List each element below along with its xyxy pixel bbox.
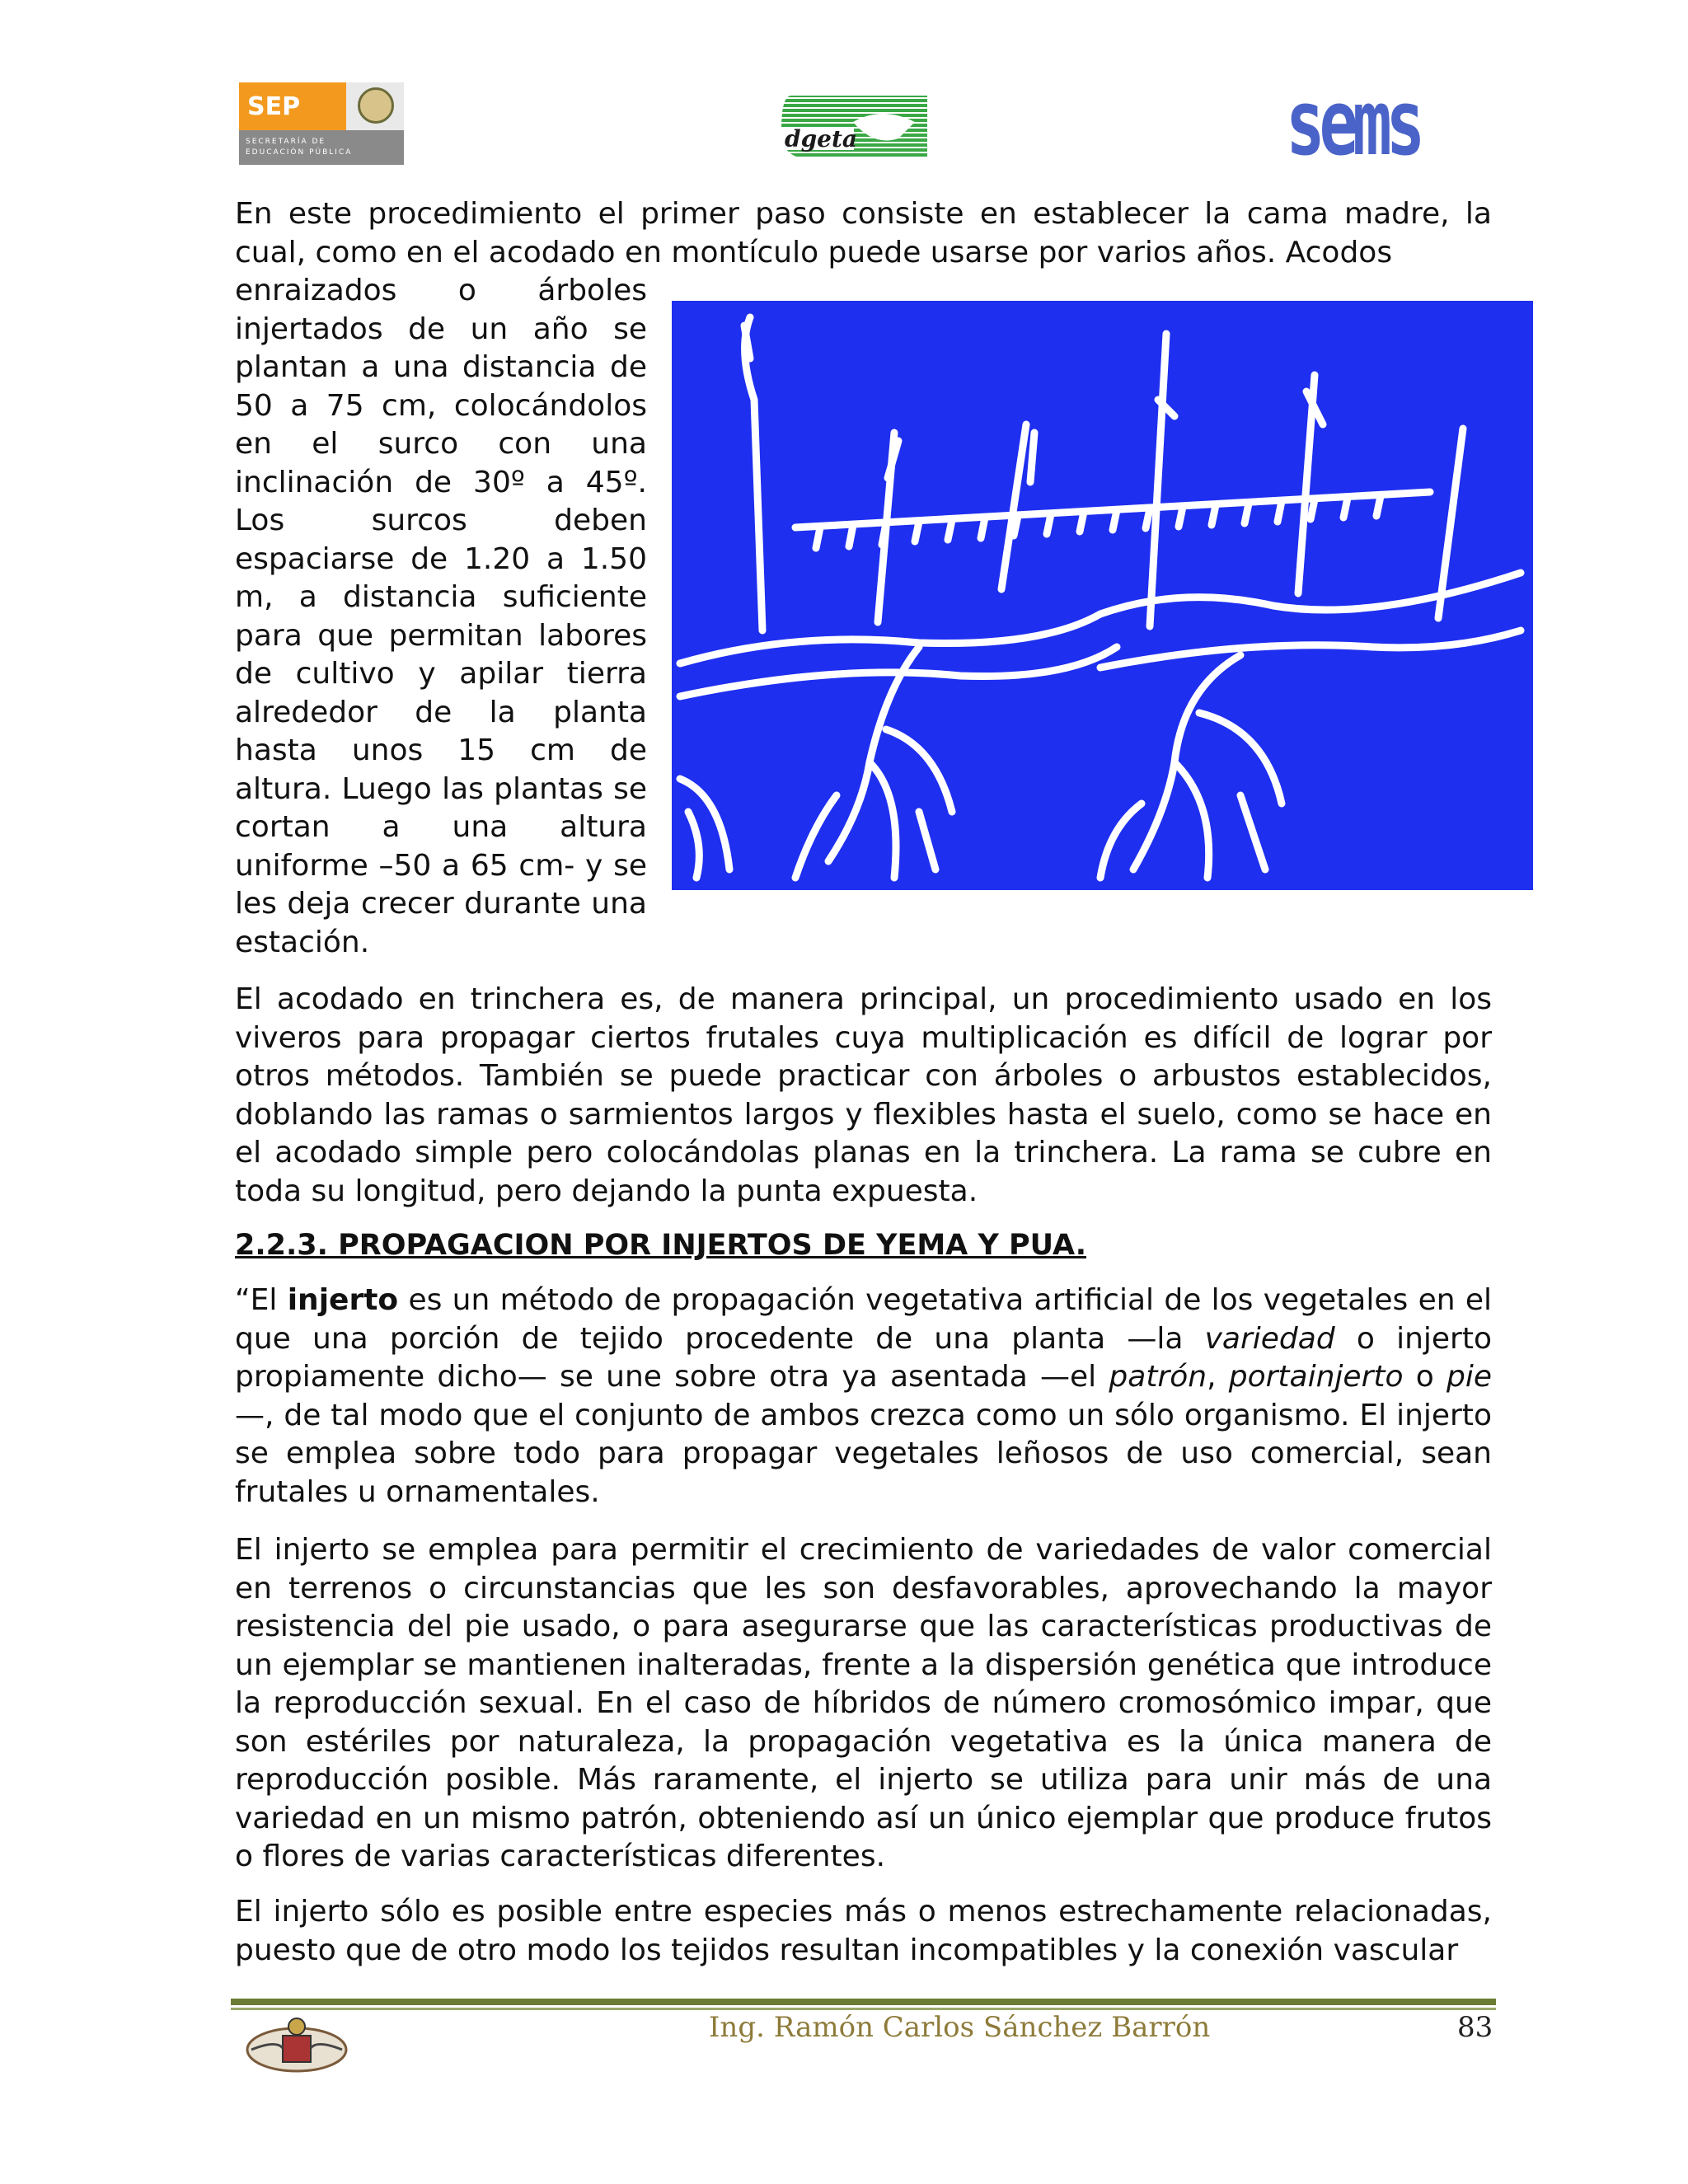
paragraph-4: El injerto se emplea para permitir el crecimiento de variedades de valor comercial en terrenos o circunstancias que les son desfavorables, aprovechando la mayor resistencia del pie usado, o para asegurarse que las características productivas de un ejemplar se mantienen inalteradas, frente a la dispersión genética que introduce la reproducción sexual. En el caso de híbridos de número cromosómico impar, que son estériles por naturaleza, la propagación vegetativa es la única manera de reproducción posible. Más raramente, el injerto se utiliza para unir más de una variedad en un mismo patrón, obteniendo así un único ejemplar que produce frutos o flores de varias características diferentes.: [235, 1533, 1492, 1873]
trench-layering-illustration: [672, 301, 1533, 890]
section-heading: 2.2.3. PROPAGACION POR INJERTOS DE YEMA Y PUA.: [235, 1229, 1087, 1262]
footer-author: Ing. Ramón Carlos Sánchez Barrón: [709, 2011, 1211, 2044]
sep-logo: [239, 82, 404, 165]
mexico-seal-icon: [346, 82, 404, 130]
sep-subtitle-line1: SECRETARÍA DE: [246, 138, 326, 146]
p3-text-4: ,: [1207, 1360, 1229, 1394]
paragraph-3: [235, 1282, 1492, 1511]
p3-italic-patron: patrón: [1109, 1360, 1207, 1394]
sems-logo: [1286, 70, 1459, 176]
dgeta-label: dgeta: [785, 125, 858, 152]
sep-subtitle-line2: EDUCACIÓN PÚBLICA: [246, 148, 353, 157]
p3-text-1: “El: [235, 1283, 288, 1317]
sep-subtitle: [239, 130, 404, 165]
sep-label: SEP: [239, 82, 346, 130]
paragraph-2: El acodado en trinchera es, de manera principal, un procedimiento usado en los viveros para propagar ciertos frutales cuya multiplicación es difícil de lograr por otros métodos. También se puede practicar con árboles o arbustos establecidos, doblando las ramas o sarmientos largos y flexibles hasta el suelo, como se hace en el acodado simple pero colocándolas planas en la trinchera. La rama se cubre en toda su longitud, pero dejando la punta expuesta.: [235, 982, 1492, 1208]
p3-text-2: es un método de propagación vegetativa artificial de los vegetales en el que una porción de tejido procedente de una planta —la: [235, 1283, 1493, 1356]
paragraph-5: El injerto sólo es posible entre especies más o menos estrechamente relacionadas, puesto que de otro modo los tejidos resultan incompatibles y la conexión vascular: [235, 1895, 1492, 1967]
page-number: 83: [1457, 2011, 1493, 2044]
paragraph-1-side: enraizados o árboles injertados de un año se plantan a una distancia de 50 a 75 cm, colocándolos en el surco con una inclinación de 30º a 45º. Los surcos deben espaciarse de 1.20 a 1.50 m, a distancia suficiente para que permitan labores de cultivo y apilar tierra alrededor de la planta hasta unos 15 cm de altura. Luego las plantas se cortan a una altura uniforme –50 a 65 cm- y se les deja crecer durante una estación.: [235, 274, 647, 959]
p3-text-3: o injerto propiamente dicho— se une sobre otra ya asentada —el: [235, 1321, 1492, 1394]
p3-text-5: o: [1403, 1360, 1447, 1394]
paragraph-1-top: En este procedimiento el primer paso consiste en establecer la cama madre, la cual, como en el acodado en montículo puede usarse por varios años. Acodos: [235, 197, 1492, 269]
p3-italic-variedad: variedad: [1204, 1321, 1335, 1356]
footer-rule-thin: [231, 2008, 1496, 2010]
p3-bold-injerto: injerto: [287, 1283, 399, 1317]
sems-label: sems: [1286, 70, 1419, 176]
p3-text-6: —, de tal modo que el conjunto de ambos crezca como un sólo organismo. El injerto se emplea sobre todo para propagar vegetales leñosos de uso comercial, sean frutales u ornamentales.: [235, 1398, 1492, 1509]
page-header: [0, 0, 1688, 176]
footer-rule: [231, 1999, 1496, 2005]
dgeta-logo: [775, 89, 931, 162]
p3-italic-pie: pie: [1446, 1360, 1492, 1394]
p3-italic-portainjerto: portainjerto: [1228, 1360, 1404, 1394]
school-emblem-icon: [243, 2015, 350, 2079]
